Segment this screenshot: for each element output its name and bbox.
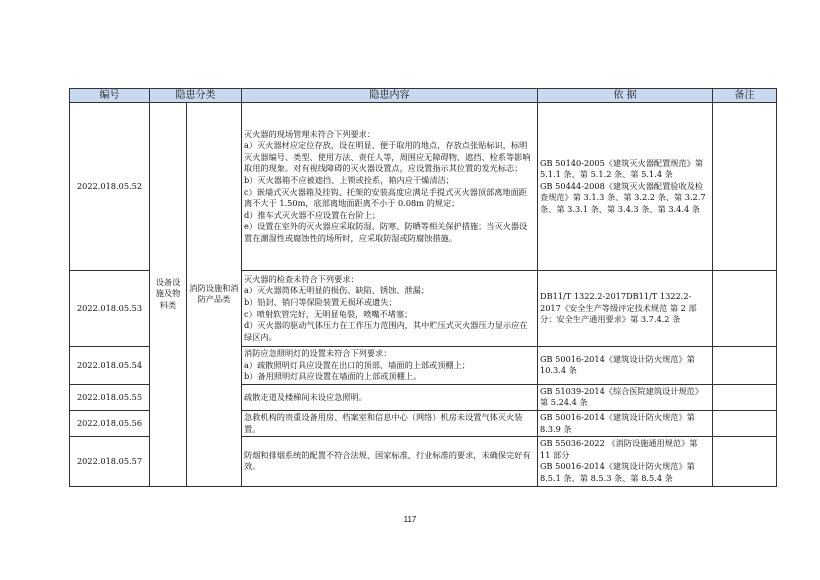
basis-cell: [538, 384, 713, 410]
content-line: 灭火器的现场管理未符合下列要求：: [244, 128, 376, 139]
basis-line: GB 55036-2022 《消防设施通用规范》第 11 部分: [540, 438, 698, 460]
content-line: c）嵌墙式灭火器箱及挂钩、托架的安装高度应满足手提式灭火器顶部离地面距离不大于 1.50m，底部离地面距离不小于 0.08m 的规定；: [244, 186, 527, 209]
content-line: 防烟和排烟系统的配置不符合法规、国家标准、行业标准的要求，未确保完好有效。: [244, 449, 531, 472]
basis-line: GB 50140-2005《建筑灭火器配置规范》第 5.1.1 条、第 5.1.2 条、第 5.1.4 条: [540, 157, 704, 180]
header-basis: 依 据: [538, 89, 713, 103]
basis-cell: [538, 410, 713, 436]
basis-line: DB11/T 1322.2-2017DB11/T 1322.2-2017《安全生产等级评定技术规范 第 2 部分：安全生产通用要求》第 3.7.4.2 条: [540, 291, 697, 325]
content-line: e）设置在室外的灭火器应采取防湿、防寒、防晒等相关保护措施；当灭火器设置在潮湿性或腐蚀性的场所时，应采取防湿或防腐蚀措施。: [244, 221, 528, 243]
hazard-content-cell: [242, 437, 538, 486]
basis-cell: [538, 103, 713, 271]
hazard-code-cell: 2022.018.05.53: [70, 271, 150, 347]
header-note: 备注: [713, 89, 777, 103]
note-cell: [713, 384, 777, 410]
table-body: [70, 103, 777, 487]
basis-line: GB 50016-2014《建筑设计防火规范》第 8.5.1 条、第 8.5.3 条、第 8.5.4 条: [540, 461, 695, 483]
hazard-code-cell: 2022.018.05.56: [70, 410, 150, 436]
content-line: 疏散走道及楼梯间未设应急照明。: [244, 391, 367, 402]
basis-line: GB 50016-2014《建筑设计防火规范》第 10.3.4 条: [540, 353, 695, 376]
hazard-code-cell: 2022.018.05.55: [70, 384, 150, 410]
note-cell: [713, 437, 777, 486]
content-line: a）灭火器筒体无明显的损伤、缺陷、锈蚀、泄漏；: [244, 285, 430, 296]
category-sub-cell: 消防设施和消防产品类: [187, 103, 242, 487]
header-code: 编号: [70, 89, 150, 103]
header-category: 隐患分类: [150, 89, 242, 103]
basis-line: GB 50016-2014《建筑设计防火规范》第 8.3.9 条: [540, 411, 695, 434]
content-line: 消防应急照明灯的设置未符合下列要求：: [244, 348, 392, 358]
content-line: 灭火器的检查未符合下列要求：: [244, 273, 359, 284]
category-main-cell: 设备设施及物料类: [150, 103, 187, 487]
table-row: [70, 103, 777, 271]
content-line: 急救机构的贵重设备用房、档案室和信息中心（网络）机房未设置气体灭火装置。: [244, 411, 523, 434]
hazard-code-cell: 2022.018.05.54: [70, 347, 150, 385]
hazard-table: [69, 88, 777, 487]
header-content: 隐患内容: [242, 89, 538, 103]
basis-line: GB 50444-2008《建筑灭火器配置验收及检查规范》第 3.1.3 条、第 3.2.2 条、第 3.2.7 条、第 3.3.1 条、第 3.4.3 条、第 3.4.4 条: [540, 180, 706, 214]
hazard-content-cell: [242, 103, 538, 271]
hazard-content-cell: [242, 410, 538, 436]
page-number: 117: [403, 515, 417, 524]
note-cell: [713, 271, 777, 347]
content-line: b）灭火器箱不应被遮挡、上锁或拴系，箱内应干燥清洁；: [244, 174, 454, 185]
table-header-row: [70, 89, 777, 103]
hazard-code-cell: 2022.018.05.57: [70, 437, 150, 486]
note-cell: [713, 103, 777, 271]
content-line: b）铅封、销闩等保险装置无损坏或遗失；: [244, 296, 397, 307]
content-line: a）疏散照明灯具应设置在出口的顶部、墙面的上部或顶棚上；: [244, 359, 470, 370]
basis-cell: [538, 347, 713, 385]
hazard-code-cell: 2022.018.05.52: [70, 103, 150, 271]
note-cell: [713, 347, 777, 385]
hazard-content-cell: [242, 347, 538, 385]
content-line: a）灭火器材应定位存放，设在明显、便于取用的地点，存放点张贴标识，标明灭火器编号、类型、使用方法、责任人等，周围应无障碍物、遮挡、栓系等影响取用的现象。对有视线障碍的灭火器设置点，应设置指示其位置的发光标志；: [244, 140, 531, 174]
content-line: b）备用照明灯具应设置在墙面的上部或顶棚上。: [244, 371, 422, 382]
hazard-content-cell: [242, 384, 538, 410]
content-line: d）灭火器的驱动气体压力在工作压力范围内，其中贮压式灭火器压力显示应在绿区内。: [244, 320, 528, 342]
content-line: c）喷射软管完好，无明显龟裂，喷嘴不堵塞；: [244, 308, 413, 319]
basis-cell: [538, 437, 713, 486]
note-cell: [713, 410, 777, 436]
basis-line: GB 51039-2014《综合医院建筑设计规范》第 5.24.4 条: [540, 385, 704, 408]
hazard-content-cell: [242, 271, 538, 347]
basis-cell: [538, 271, 713, 347]
content-line: d）推车式灭火器不应设置在台阶上；: [244, 209, 381, 220]
